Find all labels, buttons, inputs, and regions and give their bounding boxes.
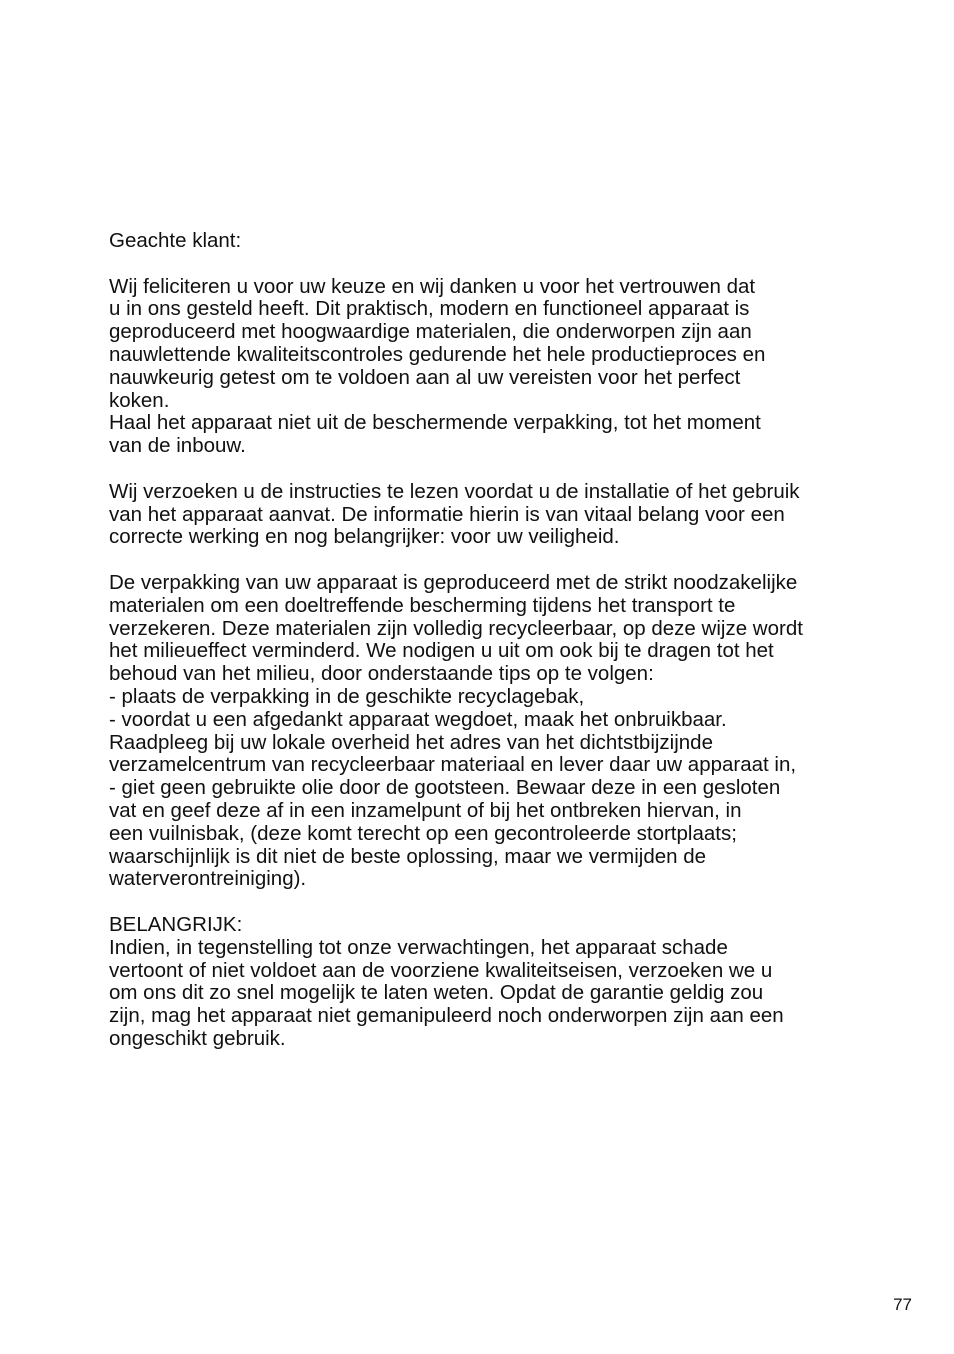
paragraph-intro [109, 276, 869, 458]
text-line: van de inbouw. [109, 434, 246, 458]
text-line: Raadpleeg bij uw lokale overheid het adres van het dichtstbijzijnde [109, 730, 713, 754]
text-line: Wij verzoeken u de instructies te lezen voordat u de installatie of het gebruik [109, 479, 800, 503]
text-line: - voordat u een afgedankt apparaat wegdoet, maak het onbruikbaar. [109, 707, 727, 731]
paragraph-important [109, 914, 869, 1051]
page-number: 77 [893, 1295, 912, 1314]
text-line: materialen om een doeltreffende bescherming tijdens het transport te [109, 593, 736, 617]
text-line: Indien, in tegenstelling tot onze verwachtingen, het apparaat schade [109, 935, 728, 959]
text-line: u in ons gesteld heeft. Dit praktisch, modern en functioneel apparaat is [109, 297, 750, 321]
text-line: De verpakking van uw apparaat is geproduceerd met de strikt noodzakelijke [109, 570, 798, 594]
text-line: verzekeren. Deze materialen zijn volledig recycleerbaar, op deze wijze wordt [109, 616, 803, 640]
text-line: geproduceerd met hoogwaardige materialen, die onderworpen zijn aan [109, 320, 752, 344]
text-line: behoud van het milieu, door onderstaande tips op te volgen: [109, 662, 654, 686]
text-line: nauwkeurig getest om te voldoen aan al uw vereisten voor het perfect [109, 365, 741, 389]
text-line: Haal het apparaat niet uit de beschermende verpakking, tot het moment [109, 411, 761, 435]
text-line: BELANGRIJK: [109, 912, 243, 936]
text-line: waarschijnlijk is dit niet de beste oplossing, maar we vermijden de [109, 844, 707, 868]
body-text [109, 230, 869, 1073]
text-line: correcte werking en nog belangrijker: voor uw veiligheid. [109, 525, 620, 549]
text-line: nauwlettende kwaliteitscontroles gedurende het hele productieproces en [109, 342, 766, 366]
text-line: - giet geen gebruikte olie door de gootsteen. Bewaar deze in een gesloten [109, 776, 781, 800]
text-line: zijn, mag het apparaat niet gemanipuleerd noch onderworpen zijn aan een [109, 1004, 784, 1028]
text-line: een vuilnisbak, (deze komt terecht op een gecontroleerde stortplaats; [109, 821, 737, 845]
text-line: ongeschikt gebruik. [109, 1026, 286, 1050]
text-line: verzamelcentrum van recycleerbaar materiaal en lever daar uw apparaat in, [109, 753, 797, 777]
greeting-line: Geachte klant: [109, 229, 242, 252]
text-line: om ons dit zo snel mogelijk te laten weten. Opdat de garantie geldig zou [109, 981, 764, 1005]
text-line: Wij feliciteren u voor uw keuze en wij danken u voor het vertrouwen dat [109, 274, 756, 298]
text-line: waterverontreiniging). [109, 867, 307, 891]
text-line: van het apparaat aanvat. De informatie hierin is van vitaal belang voor een [109, 502, 785, 526]
greeting [109, 230, 869, 253]
paragraph-instructions [109, 481, 869, 549]
text-line: het milieueffect verminderd. We nodigen u uit om ook bij te dragen tot het [109, 639, 774, 663]
paragraph-packaging [109, 572, 869, 891]
text-line: - plaats de verpakking in de geschikte recyclagebak, [109, 684, 585, 708]
text-line: vat en geef deze af in een inzamelpunt of bij het ontbreken hiervan, in [109, 798, 742, 822]
text-line: vertoont of niet voldoet aan de voorziene kwaliteitseisen, verzoeken we u [109, 958, 773, 982]
text-line: koken. [109, 388, 170, 412]
